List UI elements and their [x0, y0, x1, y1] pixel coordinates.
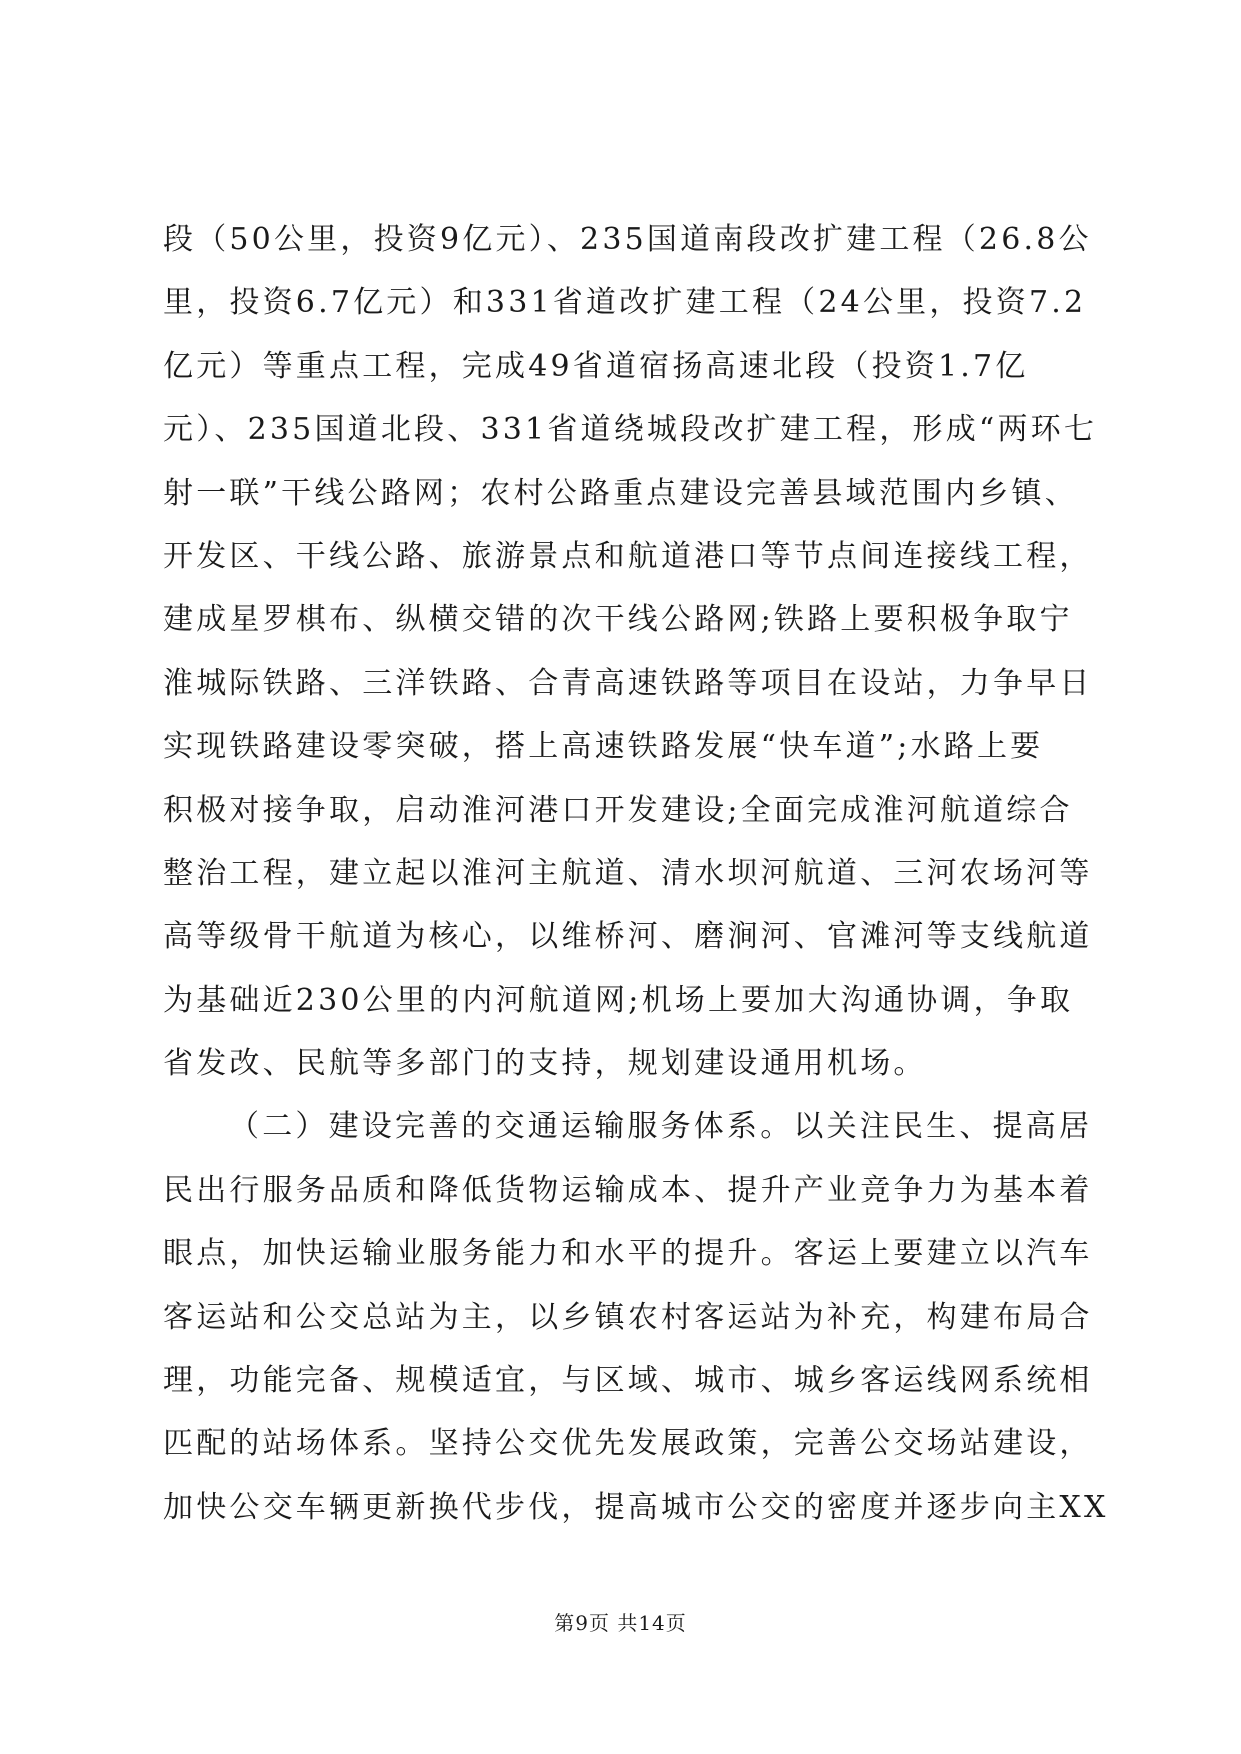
- paragraph-line: 建成星罗棋布、纵横交错的次干线公路网;铁路上要积极争取宁: [163, 602, 1073, 638]
- paragraph-line: 为基础近230公里的内河航道网;机场上要加大沟通协调，争取: [163, 982, 1074, 1018]
- paragraph-line: 积极对接争取，启动淮河港口开发建设;全面完成淮河航道综合: [163, 792, 1073, 828]
- paragraph-line: 客运站和公交总站为主，以乡镇农村客运站为补充，构建布局合: [163, 1299, 1093, 1335]
- paragraph-line: 淮城际铁路、三洋铁路、合青高速铁路等项目在设站，力争早日: [163, 665, 1093, 701]
- paragraph-line: 民出行服务品质和降低货物运输成本、提升产业竞争力为基本着: [163, 1172, 1093, 1208]
- paragraph-line: 加快公交车辆更新换代步伐，提高城市公交的密度并逐步向主XX: [163, 1489, 1109, 1525]
- paragraph-line: 元）、235国道北段、331省道绕城段改扩建工程，形成“两环七: [163, 412, 1098, 448]
- paragraph-line: 高等级骨干航道为核心，以维桥河、磨涧河、官滩河等支线航道: [163, 919, 1093, 955]
- paragraph-line: 开发区、干线公路、旅游景点和航道港口等节点间连接线工程，: [163, 538, 1093, 574]
- paragraph-line: 匹配的站场体系。坚持公交优先发展政策，完善公交场站建设，: [163, 1426, 1093, 1462]
- paragraph-line: 实现铁路建设零突破，搭上高速铁路发展“快车道”;水路上要: [163, 729, 1044, 765]
- paragraph-line: 段（50公里，投资9亿元）、235国道南段改扩建工程（26.8公: [163, 222, 1092, 257]
- paragraph-line: 亿元）等重点工程，完成49省道宿扬高速北段（投资1.7亿: [163, 348, 1029, 384]
- paragraph-line: 眼点，加快运输业服务能力和水平的提升。客运上要建立以汽车: [163, 1236, 1093, 1272]
- paragraph-line: 省发改、民航等多部门的支持，规划建设通用机场。: [163, 1046, 927, 1082]
- body-text: [163, 222, 1109, 1556]
- paragraph-line: 射一联”干线公路网；农村公路重点建设完善县域范围内乡镇、: [163, 475, 1078, 511]
- paragraph-line: 整治工程，建立起以淮河主航道、清水坝河航道、三河农场河等: [163, 855, 1093, 891]
- paragraph-line: 里，投资6.7亿元）和331省道改扩建工程（24公里，投资7.2: [163, 285, 1087, 321]
- paragraph-line: 理，功能完备、规模适宜，与区域、城市、城乡客运线网系统相: [163, 1363, 1093, 1399]
- page-number-footer: 第9页 共14页: [554, 1611, 687, 1635]
- section-heading-line: （二）建设完善的交通运输服务体系。以关注民生、提高居: [229, 1109, 1093, 1145]
